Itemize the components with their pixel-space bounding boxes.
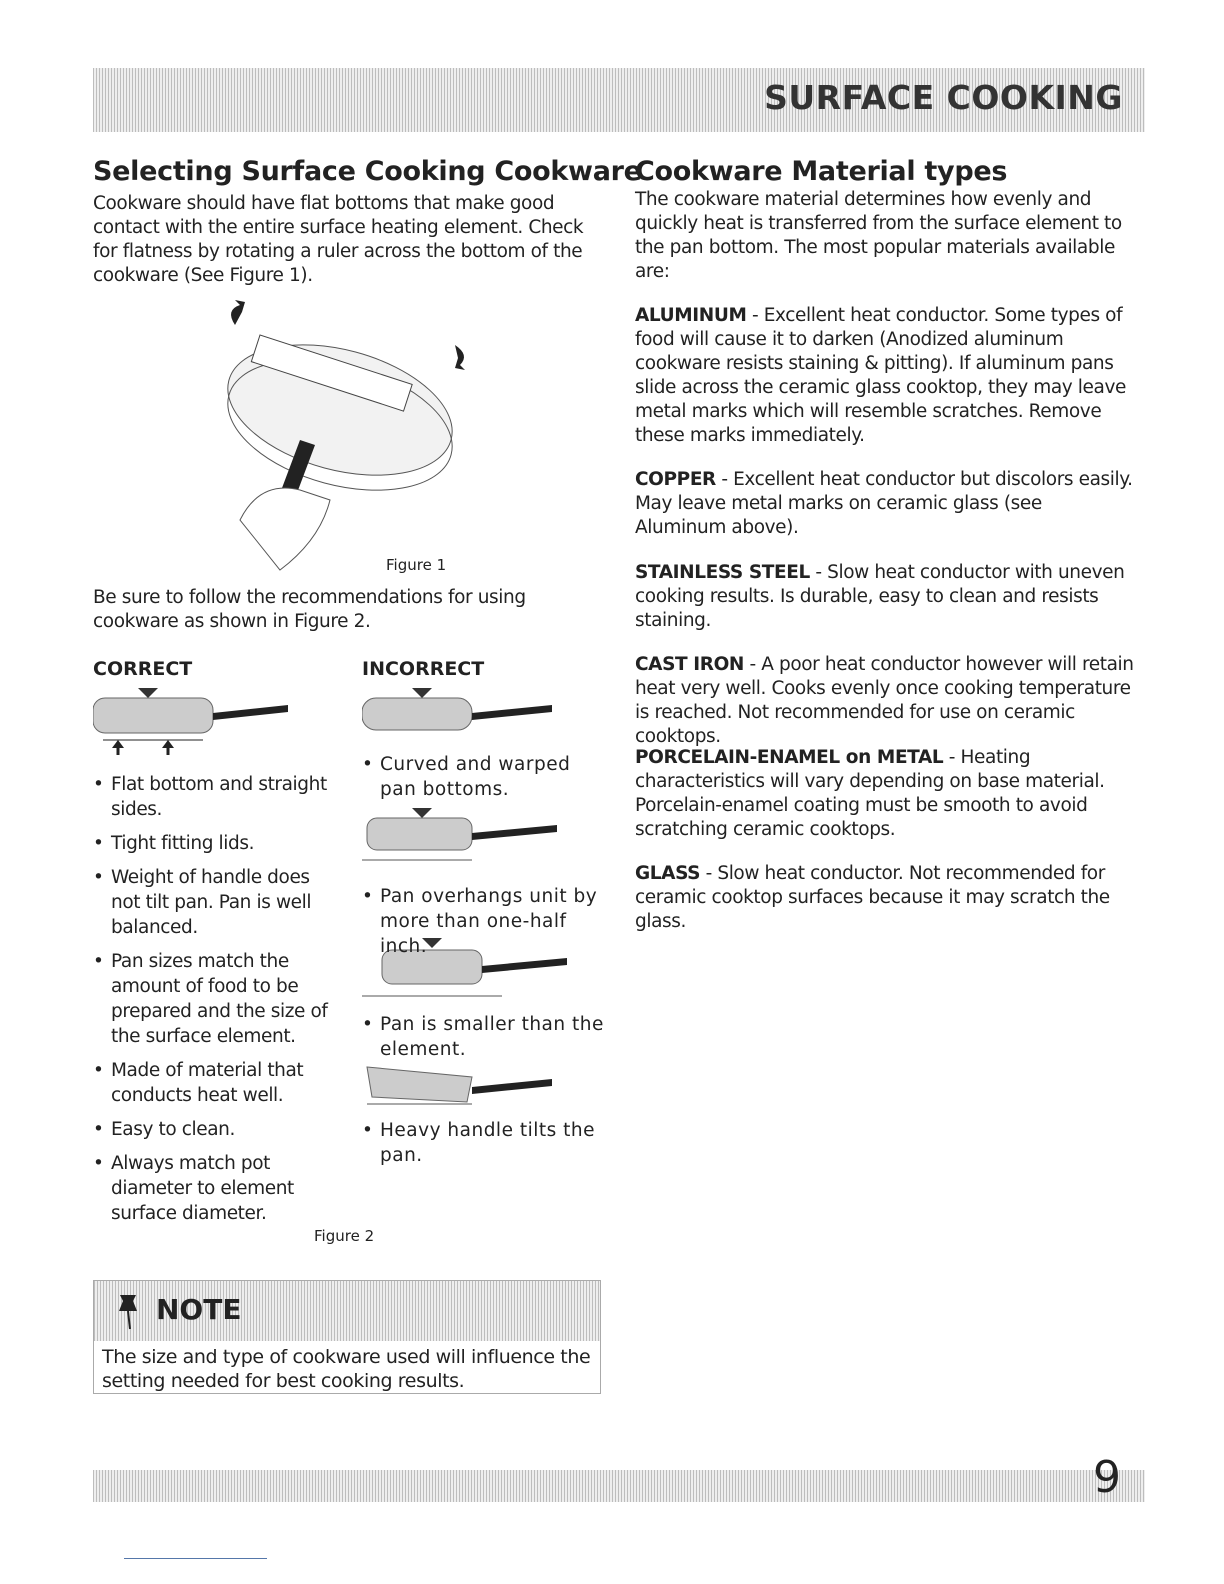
list-item: • Always match pot diameter to element surface diameter. [93, 1151, 333, 1226]
material-desc: - Excellent heat conductor. Some types of food will cause it to darken (Anodized aluminum cookware resists staining & pitting). If aluminum pans slide across the ceramic glass cooktop, they may leave metal marks which will resemble scratches. Remove these marks immediately. [635, 305, 1126, 446]
material-stainless [635, 561, 1135, 633]
rotate-arrow-icon [455, 345, 465, 370]
warped-pan-illustration [362, 688, 562, 738]
material-porcelain [635, 746, 1135, 842]
material-desc: - A poor heat conductor however will retain heat very well. Cooks evenly once cooking temperature is reached. Not recommended for use on ceramic cooktops. [635, 654, 1134, 747]
incorrect-item-3 [362, 1012, 607, 1071]
incorrect-heading: INCORRECT [362, 658, 485, 680]
left-intro: Cookware should have flat bottoms that make good contact with the entire surface heating element. Check for flatness by rotating a ruler across the bottom of the cookware (See Figure 1). [93, 193, 584, 286]
material-desc: - Excellent heat conductor but discolors easily. May leave metal marks on ceramic glass (see Aluminum above). [635, 469, 1133, 538]
list-item: • Flat bottom and straight sides. [93, 772, 333, 822]
material-name: ALUMINUM [635, 305, 747, 326]
material-name: STAINLESS STEEL [635, 562, 810, 583]
material-desc: - Slow heat conductor. Not recommended for ceramic cooktop surfaces because it may scratch the glass. [635, 863, 1110, 932]
left-heading: Selecting Surface Cooking Cookware [93, 156, 642, 187]
footer-rule [124, 1558, 267, 1559]
material-glass [635, 862, 1135, 934]
list-item: • Curved and warped pan bottoms. [362, 752, 607, 802]
right-heading: Cookware Material types [635, 156, 1008, 187]
material-copper [635, 468, 1135, 540]
note-text: The size and type of cookware used will influence the setting needed for best cooking results. [102, 1346, 591, 1392]
list-item: • Heavy handle tilts the pan. [362, 1118, 607, 1168]
material-cast-iron [635, 653, 1145, 749]
correct-list [93, 772, 333, 1235]
overhang-pan-illustration [362, 808, 562, 868]
list-item: • Tight fitting lids. [93, 831, 333, 856]
figure1-illustration [200, 300, 500, 580]
material-name: GLASS [635, 863, 701, 884]
correct-pan-illustration [93, 688, 303, 758]
page-number: 9 [1093, 1452, 1121, 1503]
correct-heading: CORRECT [93, 658, 193, 680]
incorrect-item-1 [362, 752, 607, 811]
note-header [94, 1281, 600, 1341]
note-title: NOTE [156, 1293, 242, 1326]
note-box [93, 1280, 601, 1394]
follow-text: Be sure to follow the recommendations for using cookware as shown in Figure 2. [93, 587, 526, 632]
figure1-caption: Figure 1 [386, 556, 447, 574]
incorrect-item-4 [362, 1118, 607, 1177]
material-name: PORCELAIN-ENAMEL on METAL [635, 747, 944, 768]
right-intro: The cookware material determines how evenly and quickly heat is transferred from the surface element to the pan bottom. The most popular materials available are: [635, 189, 1122, 282]
list-item: • Pan sizes match the amount of food to be prepared and the size of the surface element. [93, 949, 333, 1049]
section-title: SURFACE COOKING [764, 78, 1123, 117]
material-aluminum [635, 304, 1135, 448]
section-banner [93, 68, 1145, 132]
list-item: • Weight of handle does not tilt pan. Pan is well balanced. [93, 865, 333, 940]
material-name: COPPER [635, 469, 716, 490]
material-desc: - Heating characteristics will vary depending on base material. Porcelain-enamel coating must be smooth to avoid scratching ceramic cooktops. [635, 747, 1105, 840]
list-item: • Made of material that conducts heat well. [93, 1058, 333, 1108]
footer-bar [93, 1452, 1145, 1503]
list-item: • Easy to clean. [93, 1117, 333, 1142]
list-item: • Pan is smaller than the element. [362, 1012, 607, 1062]
material-desc: - Slow heat conductor with uneven cooking results. Is durable, easy to clean and resists staining. [635, 562, 1125, 631]
figure2-caption: Figure 2 [314, 1227, 375, 1245]
material-name: CAST IRON [635, 654, 745, 675]
list-item: • Pan overhangs unit by more than one-half inch. [362, 884, 607, 959]
pushpin-icon [116, 1293, 140, 1333]
rotate-arrow-icon [231, 300, 245, 325]
incorrect-item-2 [362, 884, 607, 968]
